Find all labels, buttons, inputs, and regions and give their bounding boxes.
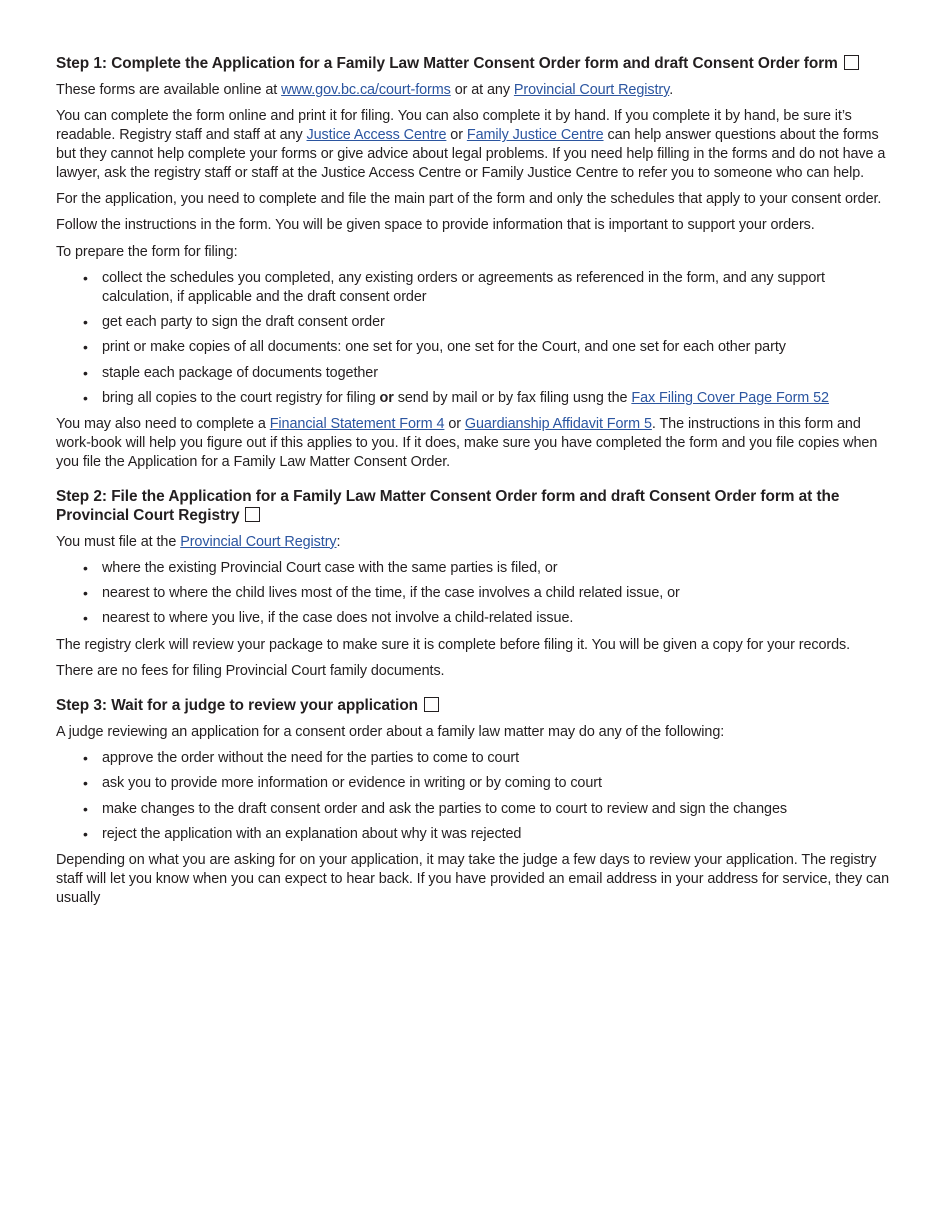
step2-fees-text: There are no fees for filing Provincial Court family documents. — [56, 663, 445, 680]
list-item: • print or make copies of all documents: one set for you, one set for the Court, and one set for each other party — [83, 339, 786, 356]
list-item: • where the existing Provincial Court case with the same parties is filed, or — [83, 559, 558, 576]
step3-heading: Step 3: Wait for a judge to review your application — [56, 696, 898, 715]
list-item: • nearest to where you live, if the case does not involve a child-related issue. — [83, 610, 574, 627]
list-item: • get each party to sign the draft consent order — [83, 313, 385, 330]
step1-availability-text: These forms are available online at www.gov.bc.ca/court-forms or at any Provincial Court Registry. — [56, 82, 674, 98]
step3-judge-text: A judge reviewing an application for a consent order about a family law matter may do any of the following: — [56, 723, 725, 740]
step1-complete-text: You can complete the form online and print it for filing. You can also complete it by hand. If you complete it by hand, be sure it’s readable. Registry staff and staff at any Justice Access Centre or Family Justice Centre can help answer questions about the forms but they cannot help complete your forms or give advice about legal problems. If you need help filling in the forms and do not have a lawyer, ask the registry staff or staff at the Justice Access Centre or Family Justice Centre to refer you to someone who can help. — [56, 108, 886, 181]
step2-checkbox[interactable] — [245, 507, 260, 522]
financial-statement-form-link[interactable]: Financial Statement Form 4 — [269, 416, 445, 433]
step1-application-text: For the application, you need to complete and file the main part of the form and only the schedules that apply to your consent order. — [56, 190, 882, 207]
list-item: • staple each package of documents together — [83, 364, 378, 381]
list-item: • reject the application with an explanation about why it was rejected — [83, 826, 522, 843]
step3-checkbox[interactable] — [424, 697, 439, 712]
list-item: • ask you to provide more information or evidence in writing or by coming to court — [83, 775, 602, 792]
provincial-court-registry-link[interactable]: Provincial Court Registry — [180, 533, 337, 550]
list-item: • make changes to the draft consent order and ask the parties to come to court to review and sign the changes — [83, 800, 787, 817]
step2-heading: Step 2: File the Application for a Family Law Matter Consent Order form and draft Consent Order form at the Provincial Court Registry — [56, 487, 840, 524]
list-item: • nearest to where the child lives most of the time, if the case involves a child related issue, or — [83, 585, 680, 602]
step1-also-text: You may also need to complete a Financial Statement Form 4 or Guardianship Affidavit Form 5. The instructions in this form and work-book will help you figure out if this applies to you. If it does, make sure you have completed the form and you file copies when you file the Application for a Family Law Matter Consent Order. — [56, 416, 878, 470]
step1-checkbox[interactable] — [844, 55, 859, 70]
provincial-court-registry-link[interactable]: Provincial Court Registry — [513, 82, 670, 98]
step2-bullet-list — [56, 559, 898, 628]
step3-depending-text: Depending on what you are asking for on your application, it may take the judge a few days to review your application. The registry staff will let you know when you can expect to hear back. If you have provided an email address in your address for service, they can usually — [56, 852, 889, 906]
step3-bullet-list — [56, 749, 898, 844]
justice-access-centre-link[interactable]: Justice Access Centre — [306, 127, 447, 144]
list-item: • bring all copies to the court registry for filing or send by mail or by fax filing usng the Fax Filing Cover Page Form 52 — [83, 389, 829, 406]
step1-heading: Step 1: Complete the Application for a Family Law Matter Consent Order form and draft Consent Order form — [56, 54, 898, 73]
court-forms-link[interactable]: www.gov.bc.ca/court-forms — [281, 82, 451, 98]
step1-prepare-text: To prepare the form for filing: — [56, 243, 238, 260]
step1-bullet-list — [56, 269, 898, 408]
step1-follow-text: Follow the instructions in the form. You will be given space to provide information that is important to support your orders. — [56, 217, 815, 234]
step2-clerk-text: The registry clerk will review your package to make sure it is complete before filing it. You will be given a copy for your records. — [56, 636, 851, 653]
list-item: • collect the schedules you completed, any existing orders or agreements as referenced in the form, and any support calculation, if applicable and the draft consent order — [83, 269, 825, 305]
family-justice-centre-link[interactable]: Family Justice Centre — [466, 127, 604, 144]
fax-filing-cover-page-link[interactable]: Fax Filing Cover Page Form 52 — [631, 389, 829, 406]
list-item: • approve the order without the need for the parties to come to court — [83, 750, 520, 767]
instructions-content — [56, 54, 898, 915]
guardianship-affidavit-form-link[interactable]: Guardianship Affidavit Form 5 — [464, 416, 652, 433]
step2-must-file-text: You must file at the Provincial Court Registry: — [56, 533, 341, 550]
